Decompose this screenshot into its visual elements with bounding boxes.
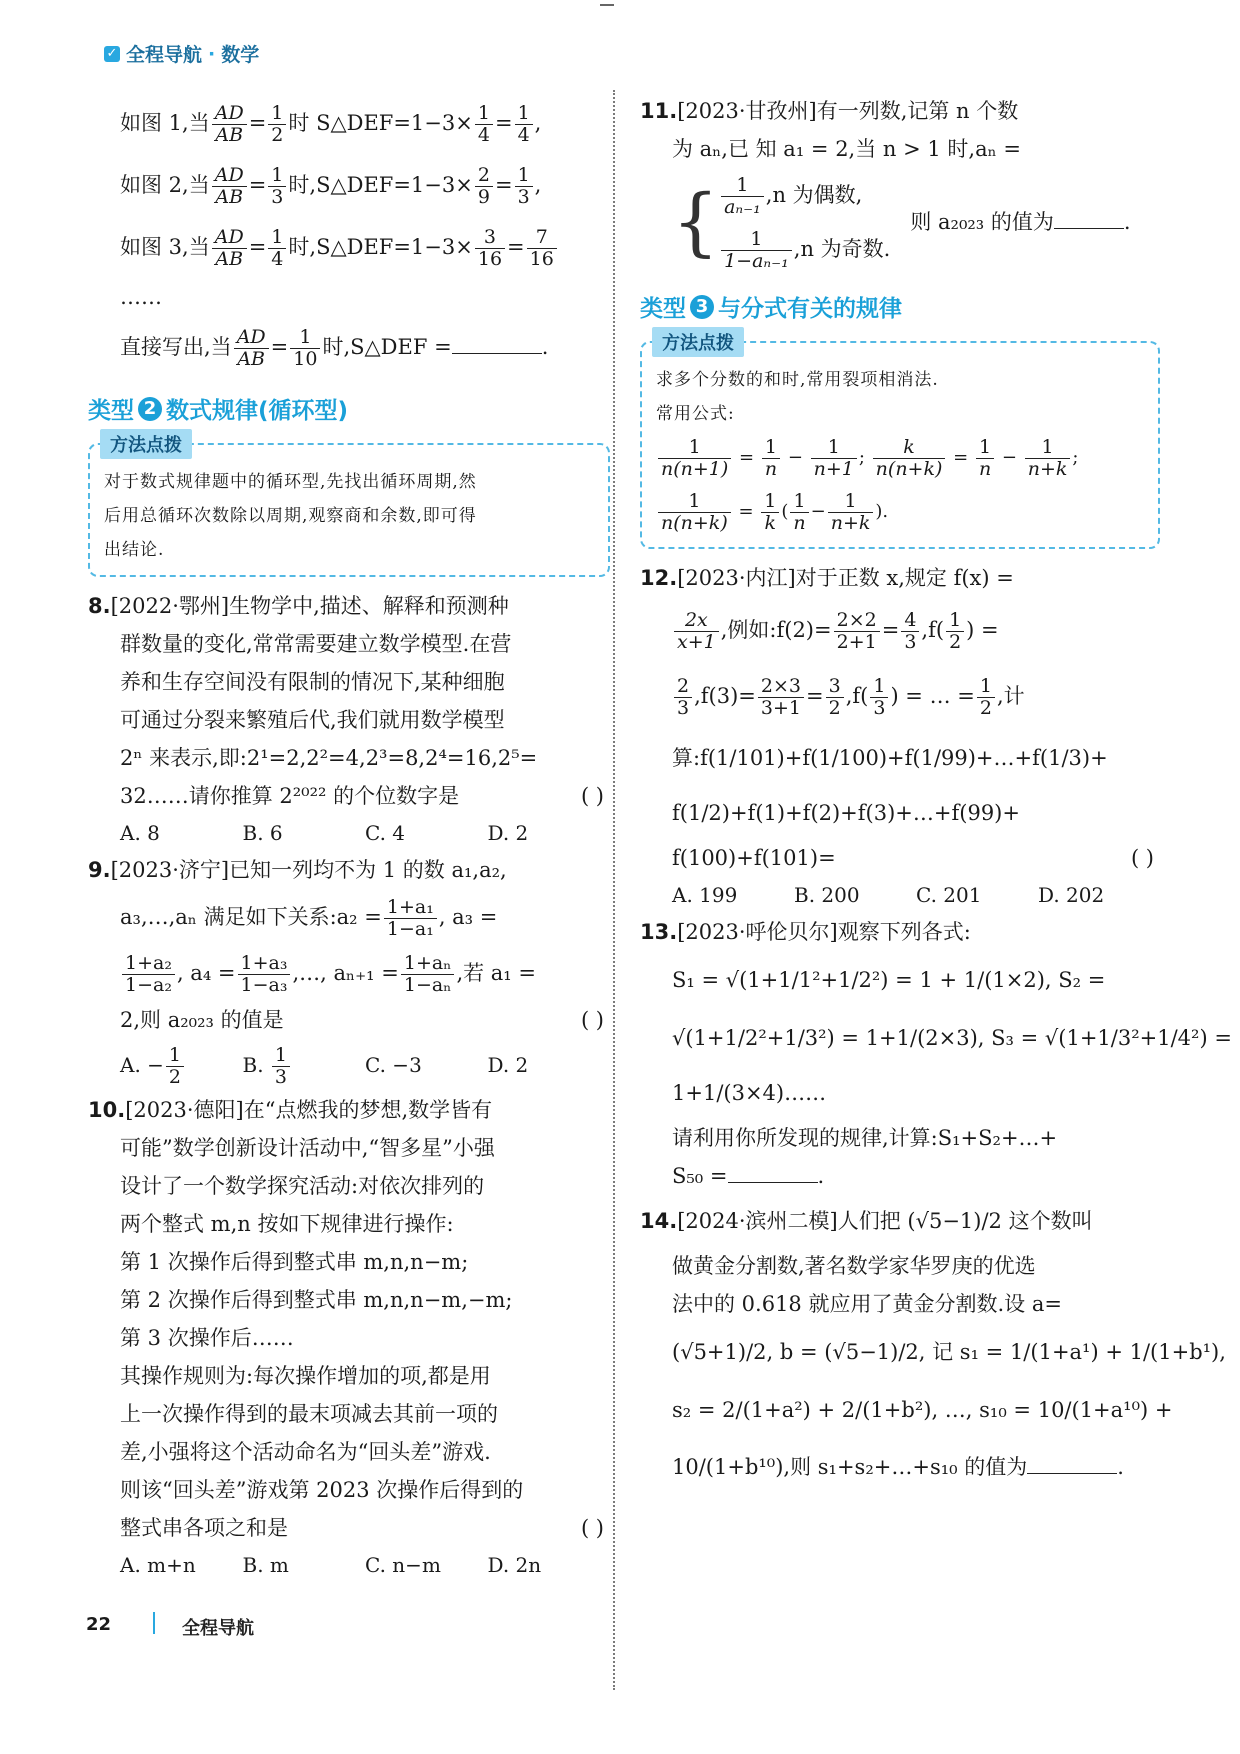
- method-box-1: 方法点拨 对于数式规律题中的循环型,先找出循环周期,然 后用总循环次数除以周期,观察商和余数,即可得 出结论.: [88, 443, 610, 577]
- method-box-2: 方法点拨 求多个分数的和时,常用裂项相消法. 常用公式: $\frac{1}{n(n+1)}$ = $\frac{1}{n}$ − $\frac{1}{n+1}$ ; $\frac{k}{n(n+k)}$ = $\frac{1}{n}$ − $\frac{1}{n+k}$ ; $\frac{1}{n(n+k)}$ = $\frac{1}{k}$ ( $\frac{1}{n}$ − $\frac{1}{n+k}$ ).: [640, 341, 1160, 549]
- check-icon: ✓: [104, 46, 120, 62]
- right-column: [640, 92, 1232, 1495]
- type2-title: 类型 2 数式规律(循环型): [88, 397, 349, 424]
- q10-choices[interactable]: A. m+n B. m C. n−m D. 2n: [120, 1553, 542, 1577]
- method-tag: 方法点拨: [100, 429, 192, 459]
- figure-line-1: 如图 1,当 $\frac{AD}{AB}$ = $\frac{1}{2}$ 时 S△DEF=1−3× $\frac{1}{4}$ = $\frac{1}{4}$ ,: [120, 102, 542, 146]
- question-9: 9.[2023·济宁]已知一列均不为 1 的数 a₁,a₂, a₃,…,aₙ 满足如下关系:a₂ = $\frac{\text{1+a₁}}{\text{1−a₁}}$ , a₃ = $\frac{\text{1+a₂}}{\text{1−a₂}}$ , a₄ = $\frac{\text{1+a₃}}{\text{1−a₃}}$ ,…, aₙ₊₁ = $\frac{\text{1+aₙ}}{\text{1−aₙ}}$ ,若 a₁ = 2,则 a₂₀₂₃ 的值是 ( ) A. − $\frac{1}{2}$ B. $\frac{1}{3}$ C. −3 D. 2: [88, 851, 610, 1091]
- answer-blank[interactable]: [452, 333, 542, 354]
- piecewise: { $\frac{1}{\text{aₙ₋₁}}$ ,n 为偶数, $\frac{1}{\text{1−aₙ₋₁}}$ ,n 为奇数. 则 a₂₀₂₃ 的值为 .: [672, 174, 1131, 272]
- question-11: 11.[2023·甘孜州]有一列数,记第 n 个数 为 aₙ,已 知 a₁ = 2,当 n > 1 时,aₙ = { $\frac{1}{\text{aₙ₋₁}}$ ,n 为偶数, $\frac{1}{\text{1−aₙ₋₁}}$ ,n 为奇数. 则 a₂₀₂₃ 的值为 .: [640, 92, 1160, 276]
- formula-line-2: $\frac{1}{n(n+k)}$ = $\frac{1}{k}$ ( $\frac{1}{n}$ − $\frac{1}{n+k}$ ).: [656, 485, 1146, 539]
- q12-choices[interactable]: A. 199 B. 200 C. 201 D. 202: [672, 883, 1105, 907]
- column-divider: [613, 90, 615, 1690]
- q13-blank[interactable]: [728, 1162, 818, 1183]
- header-brand: 全程导航: [126, 44, 203, 66]
- page-header: [104, 40, 259, 67]
- footer-brand: 全程导航: [182, 1618, 254, 1639]
- figure-line-3: 如图 3,当 $\frac{AD}{AB}$ = $\frac{1}{4}$ 时,S△DEF=1−3× $\frac{3}{16}$ = $\frac{7}{16}$: [88, 216, 610, 278]
- question-13: 13.[2023·呼伦贝尔]观察下列各式: S₁ = √(1+1/1²+1/2²) = 1 + 1/(1×2), S₂ = √(1+1/2²+1/3²) = 1+1/(2×3), S₃ = √(1+1/3²+1/4²) = 1+1/(3×4)…… 请利用你所发现的规律,计算:S₁+S₂+…+ S₅₀ = .: [640, 920, 1232, 1188]
- question-12: 12.[2023·内江]对于正数 x,规定 f(x) = $\frac{2x}{x+1}$ ,例如:f(2)= $\frac{2\times 2}{2+1}$ = $\frac{4}{3}$ ,f( $\frac{1}{2}$ ) = $\frac{2}{3}$ ,f(3)= $\frac{2\times 3}{3+1}$ = $\frac{3}{2}$ ,f( $\frac{1}{3}$ ) = … = $\frac{1}{2}$ ,计 算:f(1/101)+f(1/100)+f(1/99)+…+f(1/3)+ f(1/2)+f(1)+f(2)+f(3)+…+f(99)+ f(100)+f(101)= ( ) A. 199 B. 200 C. 201 D. 202: [640, 559, 1160, 913]
- page-number: 22: [86, 1614, 112, 1635]
- q9-choices[interactable]: A. − $\frac{1}{2}$ B. $\frac{1}{3}$ C. −3 D. 2: [120, 1044, 529, 1088]
- method-tag: 方法点拨: [652, 327, 744, 357]
- left-column: [88, 92, 610, 1583]
- direct-write-line: 直接写出,当 $\frac{AD}{AB}$ = $\frac{1}{10}$ 时,S△DEF = .: [120, 326, 549, 370]
- figure-line-2: 如图 2,当 $\frac{AD}{AB}$ = $\frac{1}{3}$ 时,S△DEF=1−3× $\frac{2}{9}$ = $\frac{1}{3}$ ,: [120, 164, 542, 208]
- question-10: 10.[2023·德阳]在“点燃我的梦想,数学皆有 可能”数学创新设计活动中,“智多星”小强 设计了一个数学探究活动:对依次排列的 两个整式 m,n 按如下规律进行操作: 第 1 次操作后得到整式串 m,n,n−m; 第 2 次操作后得到整式串 m,n,n−m,−m; 第 3 次操作后…… 其操作规则为:每次操作增加的项,都是用 上一次操作得到的最末项减去其前一项的 差,小强将这个活动命名为“回头差”游戏. 则该“回头差”游戏第 2023 次操作后得到的 整式串各项之和是 ( ) A. m+n B. m C. n−m D. 2n: [88, 1091, 610, 1583]
- ellipsis: ……: [120, 285, 162, 309]
- header-subject: 数学: [221, 44, 260, 66]
- q11-blank[interactable]: [1054, 208, 1124, 229]
- header-dot: ·: [208, 42, 216, 65]
- type3-title: 类型 3 与分式有关的规律: [640, 295, 902, 322]
- top-mark: [600, 4, 614, 6]
- question-8: 8.[2022·鄂州]生物学中,描述、解释和预测种 群数量的变化,常常需要建立数学模型.在营 养和生存空间没有限制的情况下,某种细胞 可通过分裂来繁殖后代,我们就用数学模型 2ⁿ 来表示,即:2¹=2,2²=4,2³=8,2⁴=16,2⁵= 32……请你推算 2²⁰²² 的个位数字是 ( ) A. 8 B. 6 C. 4 D. 2: [88, 587, 610, 851]
- q14-blank[interactable]: [1027, 1453, 1117, 1474]
- formula-line-1: $\frac{1}{n(n+1)}$ = $\frac{1}{n}$ − $\frac{1}{n+1}$ ; $\frac{k}{n(n+k)}$ = $\frac{1}{n}$ − $\frac{1}{n+k}$ ;: [656, 431, 1146, 485]
- q8-choices[interactable]: A. 8 B. 6 C. 4 D. 2: [120, 821, 529, 845]
- footer-divider: [153, 1612, 155, 1634]
- question-14: 14.[2024·滨州二模]人们把 (√5−1)/2 这个数叫 做黄金分割数,著名数学家华罗庚的优选 法中的 0.618 就应用了黄金分割数.设 a= (√5+1)/2, b = (√5−1)/2, 记 s₁ = 1/(1+a¹) + 1/(1+b¹), s₂ = 2/(1+a²) + 2/(1+b²), …, s₁₀ = 10/(1+a¹⁰) + 10/(1+b¹⁰),则 s₁+s₂+…+s₁₀ 的值为 .: [640, 1209, 1226, 1479]
